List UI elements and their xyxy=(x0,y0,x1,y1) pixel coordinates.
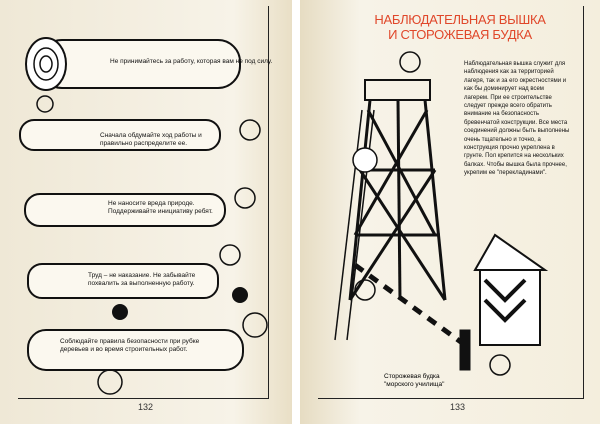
booth-caption-line-2: "морского училища" xyxy=(384,381,445,388)
caption-2: Сначала обдумайте ход работы и правильно распределите ее. xyxy=(100,132,202,147)
title-line-1: НАБЛЮДАТЕЛЬНАЯ ВЫШКА xyxy=(374,12,546,27)
caption-4: Труд – не наказание. Не забывайте похвалить за выполненную работу. xyxy=(88,272,196,287)
ladder xyxy=(335,110,374,340)
lookout-character xyxy=(400,52,420,72)
character-6 xyxy=(98,370,122,394)
caption-5: Соблюдайте правила безопасности при рубке деревьев и во время строительных работ. xyxy=(60,338,200,353)
climbing-character xyxy=(353,148,377,172)
right-page xyxy=(300,0,600,424)
page-number: 132 xyxy=(138,402,154,412)
sailor-character xyxy=(490,355,510,375)
character-4 xyxy=(220,245,240,265)
left-page xyxy=(0,0,292,424)
log-1-end xyxy=(26,38,66,90)
barrier xyxy=(355,265,470,370)
caption-3: Не наносите вреда природе. Поддерживайте инициативу ребят. xyxy=(108,200,213,215)
character-1 xyxy=(37,96,53,112)
body-text: Наблюдательная вышка служит для наблюдения как за территорией лагеря, так и за его окрестностями и как бы доминирует над всем лагерем. При ее строительстве следует прежде всего обратить внимание на безопасность бревенчатой конструкции. Все места соединений должны быть выполнены очень тщательно и точно, а конструкция прочно укреплена в грунте. Пол крепится на нескольких балках. Чтобы вышка была прочнее, укрепим ее "перекладинами". xyxy=(464,61,570,177)
title-line-2: И СТОРОЖЕВАЯ БУДКА xyxy=(388,27,532,42)
caption-1: Не принимайтесь за работу, которая вам не под силу. xyxy=(110,58,273,65)
guard-booth xyxy=(475,235,545,345)
character-2 xyxy=(240,120,260,140)
character-3 xyxy=(235,188,255,208)
page-number: 133 xyxy=(450,402,466,412)
booth-caption-line-1: Сторожевая будка xyxy=(384,373,440,380)
ball-and-chain xyxy=(112,304,128,320)
booth-caption xyxy=(384,373,444,389)
character-5 xyxy=(243,313,267,337)
